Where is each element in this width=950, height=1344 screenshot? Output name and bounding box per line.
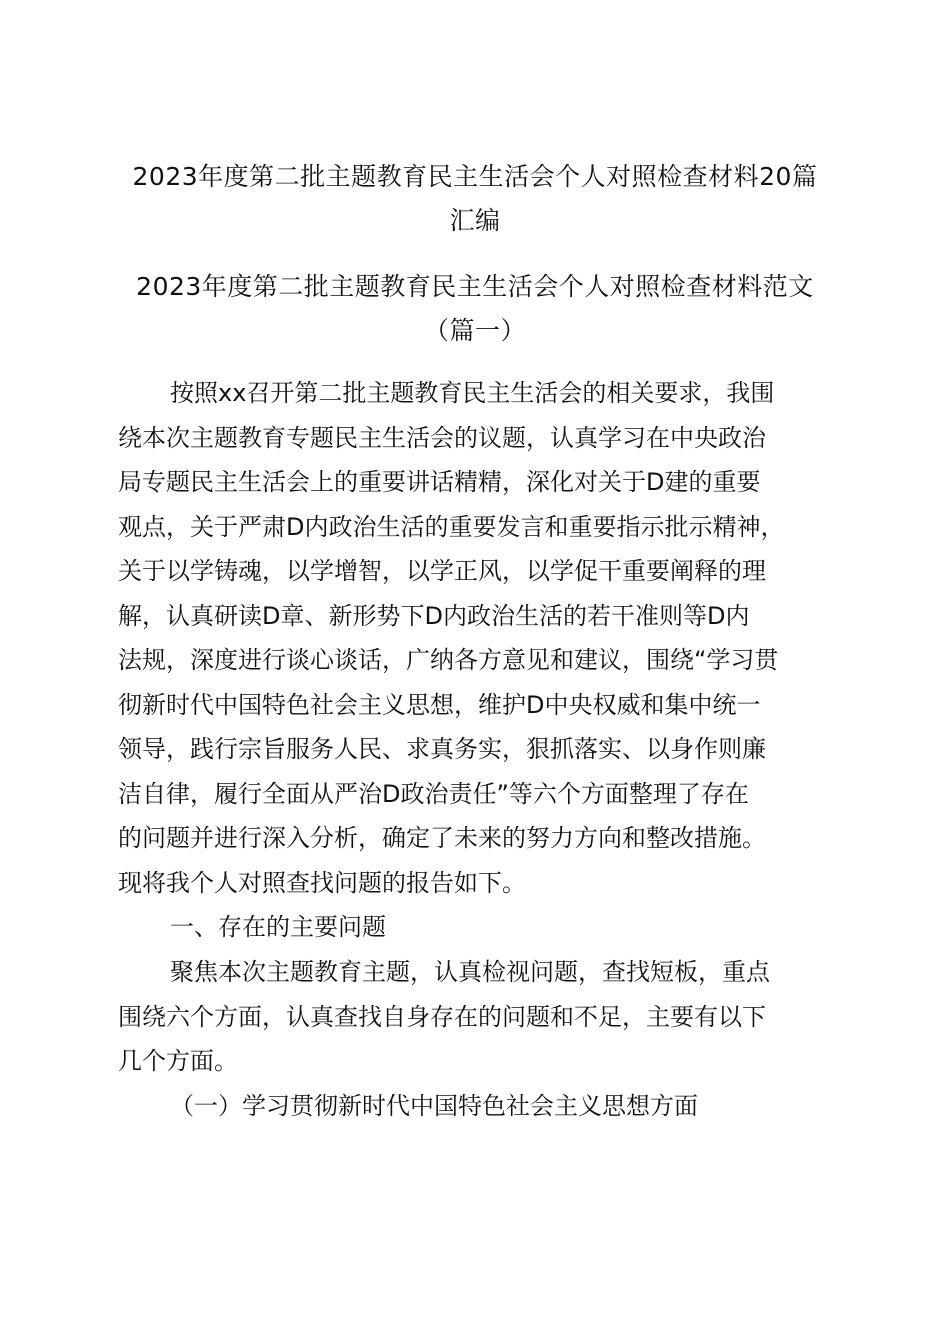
text-line: 领导，践行宗旨服务人民、求真务实，狠抓落实、以身作则廉	[118, 735, 766, 763]
main-title	[110, 155, 840, 243]
section-heading	[118, 905, 838, 950]
text-line: 聚焦本次主题教育主题，认真检视问题，查找短板，重点	[170, 958, 770, 986]
paragraph-focus	[118, 950, 838, 1084]
paragraph-intro	[118, 371, 838, 905]
subsection-heading	[118, 1084, 838, 1129]
text-line: 的问题并进行深入分析，确定了未来的努力方向和整改措施。	[118, 824, 766, 852]
main-title-line: 2023年度第二批主题教育民主生活会个人对照检查材料20篇	[132, 162, 818, 191]
text-line: 法规，深度进行谈心谈话，广纳各方意见和建议，围绕“学习贯	[118, 646, 779, 674]
text-line: 局专题民主生活会上的重要讲话精精，深化对关于D建的重要	[118, 468, 761, 496]
text-line: 彻新时代中国特色社会主义思想，维护D中央权威和集中统一	[118, 690, 761, 719]
sub-title	[110, 265, 840, 353]
text-line: 关于以学铸魂，以学增智，以学正风，以学促干重要阐释的理	[118, 557, 766, 585]
main-title-line: 汇编	[449, 206, 501, 235]
text-line: 观点，关于严肃D内政治生活的重要发言和重要指示批示精神，	[118, 512, 785, 541]
section-heading-text: 一、存在的主要问题	[170, 913, 386, 941]
text-line: 几个方面。	[118, 1047, 238, 1075]
sub-title-line: 2023年度第二批主题教育民主生活会个人对照检查材料范文	[136, 272, 814, 301]
text-line: 解，认真研读D章、新形势下D内政治生活的若干准则等D内	[118, 601, 750, 630]
text-line: 现将我个人对照查找问题的报告如下。	[118, 868, 526, 897]
text-line: 围绕六个方面，认真查找自身存在的问题和不足，主要有以下	[118, 1002, 766, 1031]
subsection-heading-text: （一）学习贯彻新时代中国特色社会主义思想方面	[170, 1092, 698, 1120]
text-line: 按照xx召开第二批主题教育民主生活会的相关要求，我围	[170, 379, 775, 407]
sub-title-line: （篇一）	[423, 316, 526, 345]
text-line: 绕本次主题教育专题民主生活会的议题，认真学习在中央政治	[118, 423, 766, 452]
text-line: 洁自律，履行全面从严治D政治责任”等六个方面整理了存在	[118, 779, 749, 808]
